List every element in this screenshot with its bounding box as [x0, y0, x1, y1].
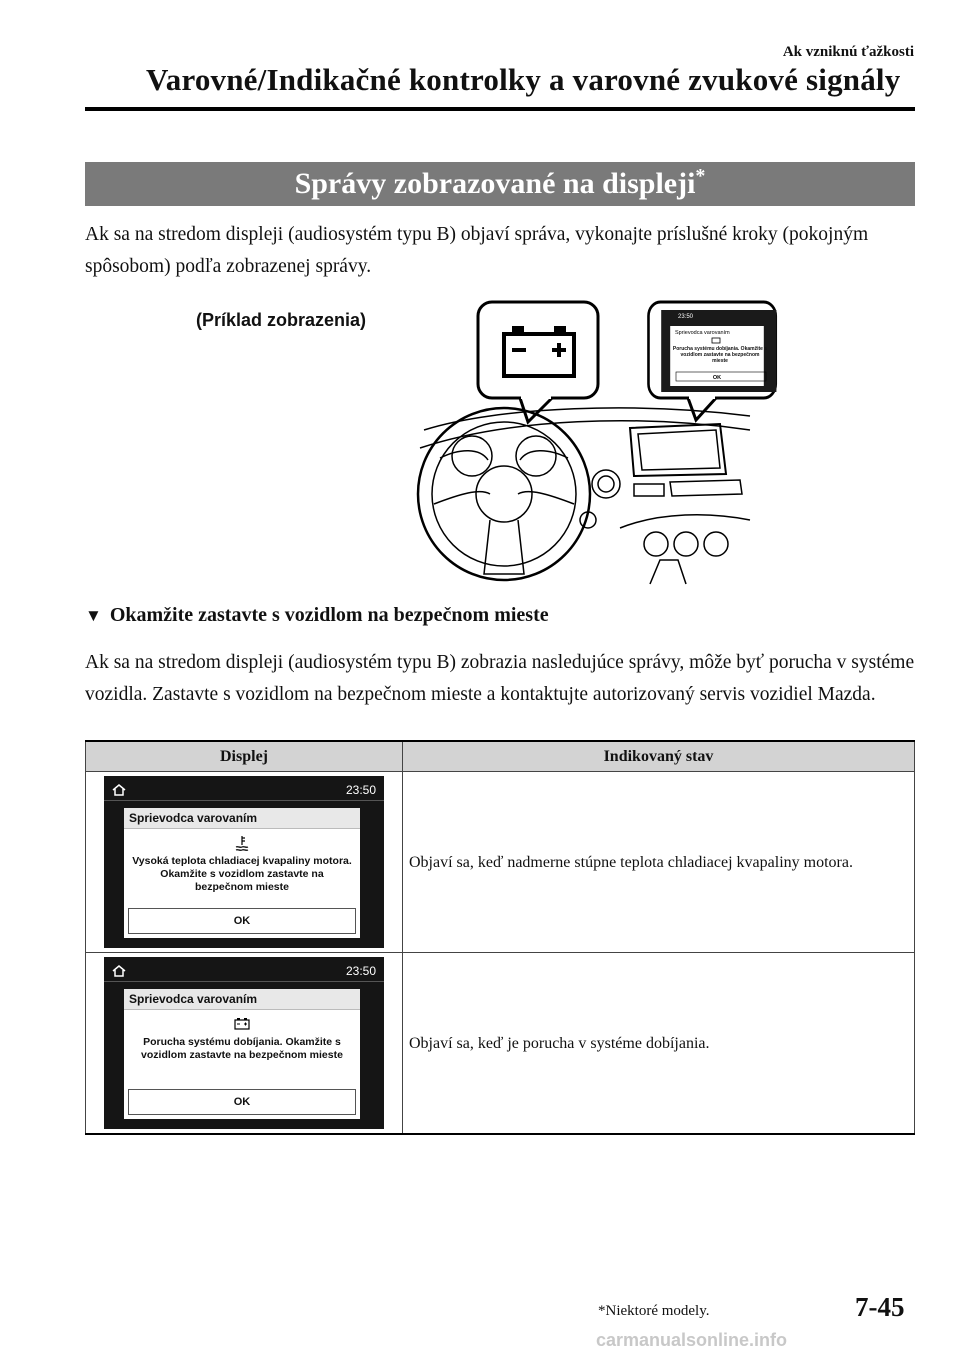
section-title: Správy zobrazované na displeji: [294, 167, 696, 200]
mini-dialog-message: Porucha systému dobíjania. Okamžite s vozidlom zastavte na bezpečnom mieste: [672, 346, 768, 364]
ok-button[interactable]: OK: [128, 908, 356, 934]
dialog-message: Vysoká teplota chladiacej kvapaliny motora. Okamžite s vozidlom zastavte na bezpečnom mieste: [132, 855, 352, 893]
display-cell: [86, 772, 403, 953]
display-screenshot: [104, 957, 384, 1129]
asterisk-mark: *: [695, 165, 706, 187]
warning-dialog: [124, 808, 360, 938]
warning-dialog: [124, 989, 360, 1119]
dashboard-illustration: [420, 298, 768, 584]
battery-callout: [478, 302, 598, 422]
triangle-marker-icon: ▼: [85, 606, 102, 625]
header-display: Displej: [86, 741, 403, 772]
chapter-title: Ak vzniknú ťažkosti: [782, 44, 914, 60]
table-row: [86, 772, 915, 953]
table-header-row: [86, 741, 915, 772]
status-cell: Objaví sa, keď nadmerne stúpne teplota chladiacej kvapaliny motora.: [403, 772, 915, 953]
table-row: [86, 953, 915, 1135]
battery-icon: [233, 1016, 251, 1030]
header-rule: [85, 107, 915, 111]
clock: 23:50: [345, 964, 376, 978]
subsection-paragraph: Ak sa na stredom displeji (audiosystém typu B) zobrazia nasledujúce správy, môže byť porucha v systéme vozidla. Zastavte s vozidlom na bezpečnom mieste a kontaktujte autorizovaný servis vozidiel Mazda.: [85, 652, 915, 705]
dialog-title: Sprievodca varovaním: [124, 989, 360, 1010]
home-icon: [112, 965, 126, 977]
status-cell: Objaví sa, keď je porucha v systéme dobíjania.: [403, 953, 915, 1135]
subsection-heading: [85, 604, 549, 627]
mini-dialog-title: Sprievodca varovaním: [675, 330, 730, 336]
mini-clock: 23:50: [678, 314, 694, 320]
messages-table: [85, 740, 915, 1135]
page-title: Varovné/Indikačné kontrolky a varovné zvukové signály: [146, 62, 901, 97]
clock: 23:50: [345, 783, 376, 797]
header-status: Indikovaný stav: [403, 741, 915, 772]
mini-ok-button: OK: [712, 375, 722, 381]
footnote: *Niektoré modely.: [598, 1303, 710, 1319]
watermark: carmanualsonline.info: [596, 1330, 788, 1350]
screen-callout: [648, 302, 776, 420]
subsection-title: Okamžite zastavte s vozidlom na bezpečnom mieste: [109, 604, 549, 626]
display-cell: [86, 953, 403, 1135]
home-icon: [112, 784, 126, 796]
section-banner: [85, 162, 915, 206]
ok-button[interactable]: OK: [128, 1089, 356, 1115]
display-screenshot: [104, 776, 384, 948]
intro-paragraph: Ak sa na stredom displeji (audiosystém typu B) objaví správa, vykonajte príslušné kroky (pokojným spôsobom) podľa zobrazenej správy.: [85, 224, 869, 277]
page-number: 7-45: [855, 1292, 905, 1322]
dialog-message: Porucha systému dobíjania. Okamžite s vozidlom zastavte na bezpečnom mieste: [141, 1036, 343, 1061]
dashboard-drawing: [418, 408, 750, 584]
dialog-title: Sprievodca varovaním: [124, 808, 360, 829]
example-label: (Príklad zobrazenia): [196, 310, 367, 330]
coolant-temperature-icon: [234, 835, 250, 851]
